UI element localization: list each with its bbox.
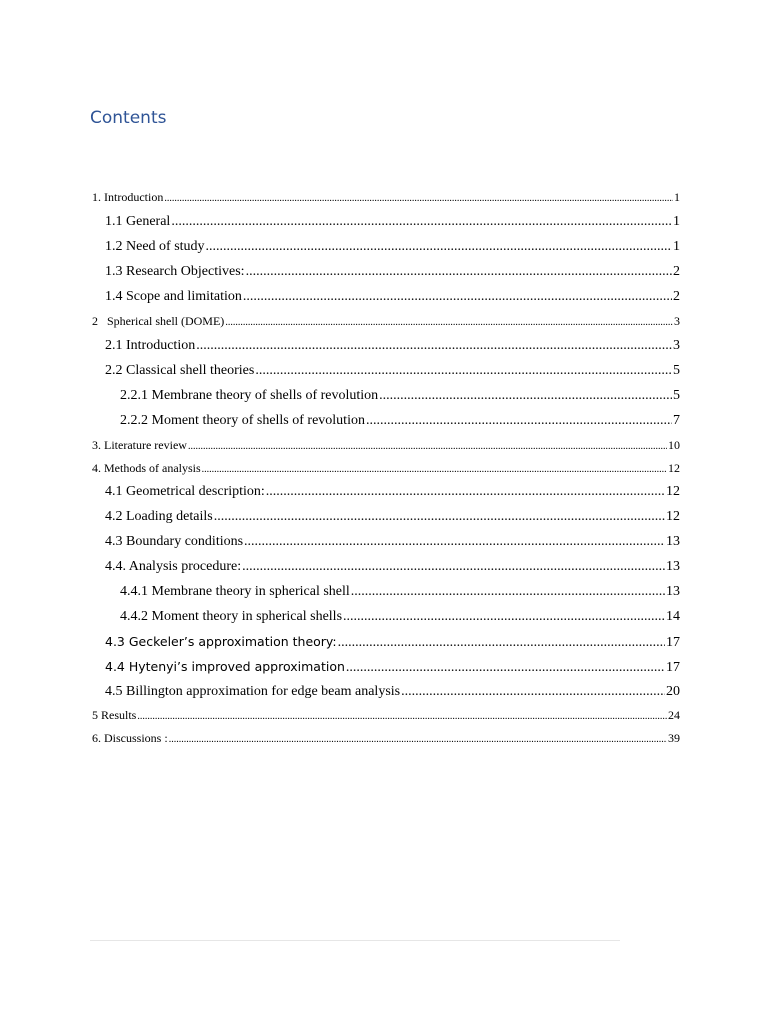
dot-leader <box>346 660 665 676</box>
dot-leader <box>188 441 667 452</box>
toc-entry-title: 2.2.2 Moment theory of shells of revolution <box>120 413 365 428</box>
toc-entry[interactable] <box>90 461 680 476</box>
toc-entry-title: 1.1 General <box>105 214 171 229</box>
toc-entry-title: 4.3 Boundary conditions <box>105 534 244 549</box>
dot-leader <box>206 239 672 255</box>
toc-entry-title: 4.4.2 Moment theory in spherical shells <box>120 609 343 624</box>
contents-heading: Contents <box>90 108 167 128</box>
toc-entry[interactable] <box>90 388 680 404</box>
footer-divider <box>90 940 620 941</box>
toc-entry[interactable] <box>90 559 680 575</box>
toc-entry-page: 12 <box>666 484 680 499</box>
toc-entry-page: 12 <box>666 509 680 524</box>
dot-leader <box>244 534 665 550</box>
dot-leader <box>242 559 665 575</box>
dot-leader <box>366 413 672 429</box>
toc-entry[interactable] <box>90 534 680 550</box>
toc-entry[interactable] <box>90 363 680 379</box>
dot-leader <box>338 635 665 651</box>
dot-leader <box>266 484 665 500</box>
toc-entry-title: 4.3 Geckeler’s approximation theory: <box>105 634 337 649</box>
toc-entry-title: 6. Discussions : <box>92 731 168 745</box>
dot-leader <box>351 584 665 600</box>
toc-entry[interactable] <box>90 289 680 305</box>
toc-entry-page: 24 <box>668 708 680 722</box>
toc-entry-page: 39 <box>668 731 680 745</box>
toc-entry[interactable] <box>90 314 680 329</box>
toc-entry-title: 2 Spherical shell (DOME) <box>92 314 225 328</box>
toc-entry[interactable] <box>90 214 680 230</box>
toc-entry[interactable] <box>90 239 680 255</box>
toc-entry[interactable] <box>90 584 680 600</box>
toc-entry[interactable] <box>90 509 680 525</box>
toc-entry-title: 2.2 Classical shell theories <box>105 363 255 378</box>
toc-entry[interactable] <box>90 609 680 625</box>
toc-entry-page: 12 <box>668 461 680 475</box>
toc-entry-page: 1 <box>673 214 680 229</box>
toc-entry-page: 14 <box>666 609 680 624</box>
dot-leader <box>169 734 667 745</box>
dot-leader <box>225 317 673 328</box>
toc-entry[interactable] <box>90 731 680 746</box>
toc-entry-title: 2.2.1 Membrane theory of shells of revolution <box>120 388 379 403</box>
dot-leader <box>246 264 672 280</box>
toc-entry-page: 7 <box>673 413 680 428</box>
toc-entry-page: 13 <box>666 584 680 599</box>
toc-entry-title: 3. Literature review <box>92 438 187 452</box>
toc-entry-title: 1.3 Research Objectives: <box>105 264 245 279</box>
toc-entry-title: 1. Introduction <box>92 190 164 204</box>
toc-entry[interactable] <box>90 684 680 700</box>
toc-entry-page: 13 <box>666 534 680 549</box>
toc-entry[interactable] <box>90 659 680 676</box>
toc-entry-title: 4.4.1 Membrane theory in spherical shell <box>120 584 350 599</box>
dot-leader <box>379 388 672 404</box>
toc-entry-page: 10 <box>668 438 680 452</box>
toc-entry-page: 20 <box>666 684 680 699</box>
toc-entry[interactable] <box>90 634 680 651</box>
toc-entry-title: 4.2 Loading details <box>105 509 213 524</box>
toc-entry[interactable] <box>90 264 680 280</box>
dot-leader <box>171 214 672 230</box>
dot-leader <box>401 684 665 700</box>
toc-entry[interactable] <box>90 708 680 723</box>
toc-entry-title: 1.2 Need of study <box>105 239 205 254</box>
toc-entry-title: 4.1 Geometrical description: <box>105 484 265 499</box>
dot-leader <box>164 193 673 204</box>
toc-entry-title: 4.4. Analysis procedure: <box>105 559 242 574</box>
toc-entry-page: 17 <box>666 660 680 675</box>
dot-leader <box>243 289 672 305</box>
toc-entry-page: 3 <box>673 338 680 353</box>
toc-entry-title: 4.4 Hytenyi’s improved approximation <box>105 659 345 674</box>
toc-entry-page: 2 <box>673 264 680 279</box>
toc-entry-page: 5 <box>673 388 680 403</box>
toc-entry-title: 2.1 Introduction <box>105 338 196 353</box>
dot-leader <box>255 363 672 379</box>
toc-entry-page: 2 <box>673 289 680 304</box>
toc-entry-page: 17 <box>666 635 680 650</box>
toc-entry-page: 13 <box>666 559 680 574</box>
toc-entry-page: 3 <box>674 314 680 328</box>
toc-entry-title: 4. Methods of analysis <box>92 461 201 475</box>
toc-entry-page: 1 <box>673 239 680 254</box>
toc-entry-title: 4.5 Billington approximation for edge beam analysis <box>105 684 401 699</box>
dot-leader <box>214 509 665 525</box>
toc-entry-page: 5 <box>673 363 680 378</box>
dot-leader <box>202 464 667 475</box>
toc-entry[interactable] <box>90 190 680 205</box>
dot-leader <box>343 609 665 625</box>
toc-entry-title: 5 Results <box>92 708 137 722</box>
toc-entry[interactable] <box>90 484 680 500</box>
toc-entry-title: 1.4 Scope and limitation <box>105 289 242 304</box>
toc-entry[interactable] <box>90 438 680 453</box>
toc-entry-page: 1 <box>674 190 680 204</box>
dot-leader <box>196 338 672 354</box>
toc-entry[interactable] <box>90 413 680 429</box>
toc-entry[interactable] <box>90 338 680 354</box>
dot-leader <box>137 711 667 722</box>
